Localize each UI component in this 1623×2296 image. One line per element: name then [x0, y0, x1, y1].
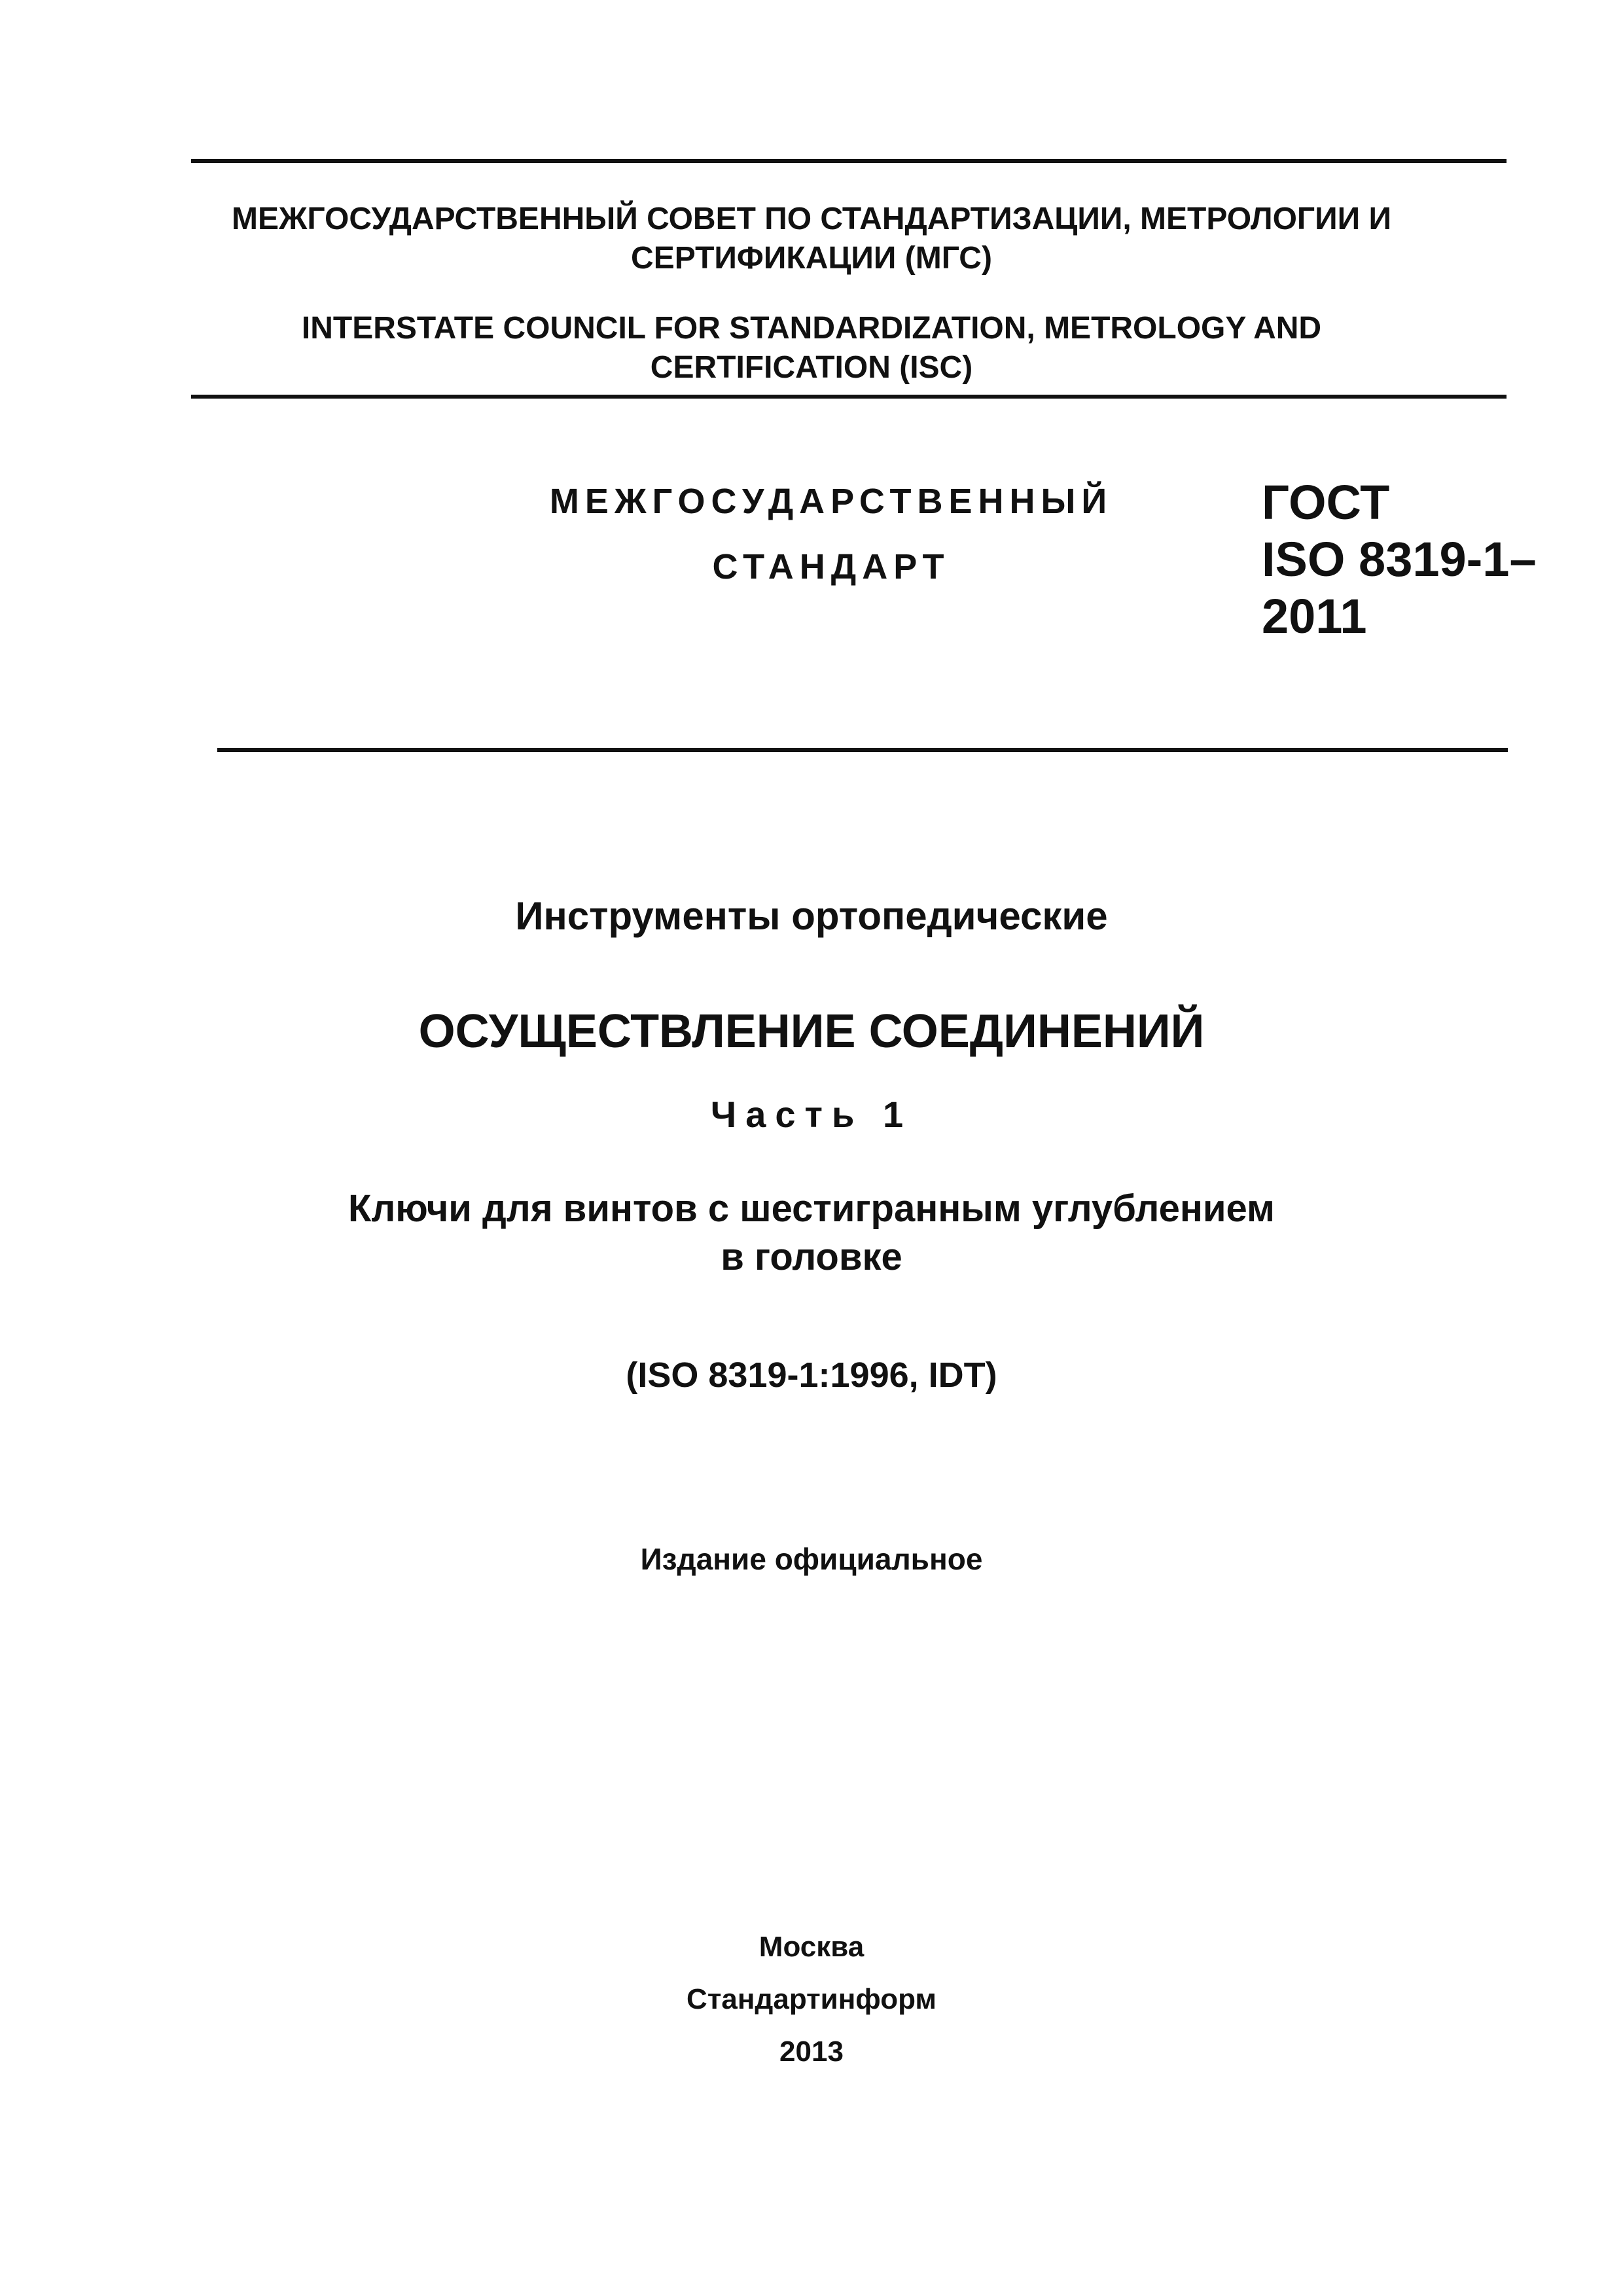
standard-label-line-2: СТАНДАРТ: [712, 547, 950, 586]
edition-note: Издание официальное: [640, 1542, 983, 1576]
standard-label-line-1: МЕЖГОСУДАРСТВЕННЫЙ: [549, 482, 1113, 521]
standard-bottom-rule: [217, 748, 1508, 752]
council-ru-line-1: МЕЖГОСУДАРСТВЕННЫЙ СОВЕТ ПО СТАНДАРТИЗАЦИИ, МЕТРОЛОГИИ И: [232, 202, 1391, 236]
council-name-en: [0, 309, 1623, 387]
document-subtitle: [0, 1185, 1623, 1282]
header-bottom-rule: [191, 395, 1507, 399]
imprint-publisher: Стандартинформ: [687, 1983, 936, 2015]
gost-code-line-2: ISO 8319-1–: [1262, 532, 1537, 586]
document-main-title: ОСУЩЕСТВЛЕНИЕ СОЕДИНЕНИЙ: [418, 1005, 1205, 1058]
subtitle-line-2: в головке: [721, 1236, 902, 1278]
imprint-city: Москва: [758, 1931, 865, 1963]
gost-code-line-1: ГОСТ: [1262, 475, 1390, 529]
council-name-ru: [0, 200, 1623, 278]
council-en-line-2: CERTIFICATION (ISC): [650, 350, 973, 385]
top-rule: [191, 159, 1507, 163]
iso-reference: (ISO 8319-1:1996, IDT): [626, 1355, 997, 1395]
document-part: Часть 1: [710, 1094, 913, 1135]
council-en-line-1: INTERSTATE COUNCIL FOR STANDARDIZATION, METROLOGY AND: [301, 311, 1322, 346]
council-ru-line-2: СЕРТИФИКАЦИИ (МГС): [631, 241, 992, 276]
subtitle-line-1: Ключи для винтов с шестигранным углублением: [348, 1187, 1275, 1230]
document-subject: Инструменты ортопедические: [515, 894, 1108, 938]
imprint-year: 2013: [779, 2036, 844, 2068]
gost-code-line-3: 2011: [1262, 589, 1367, 643]
